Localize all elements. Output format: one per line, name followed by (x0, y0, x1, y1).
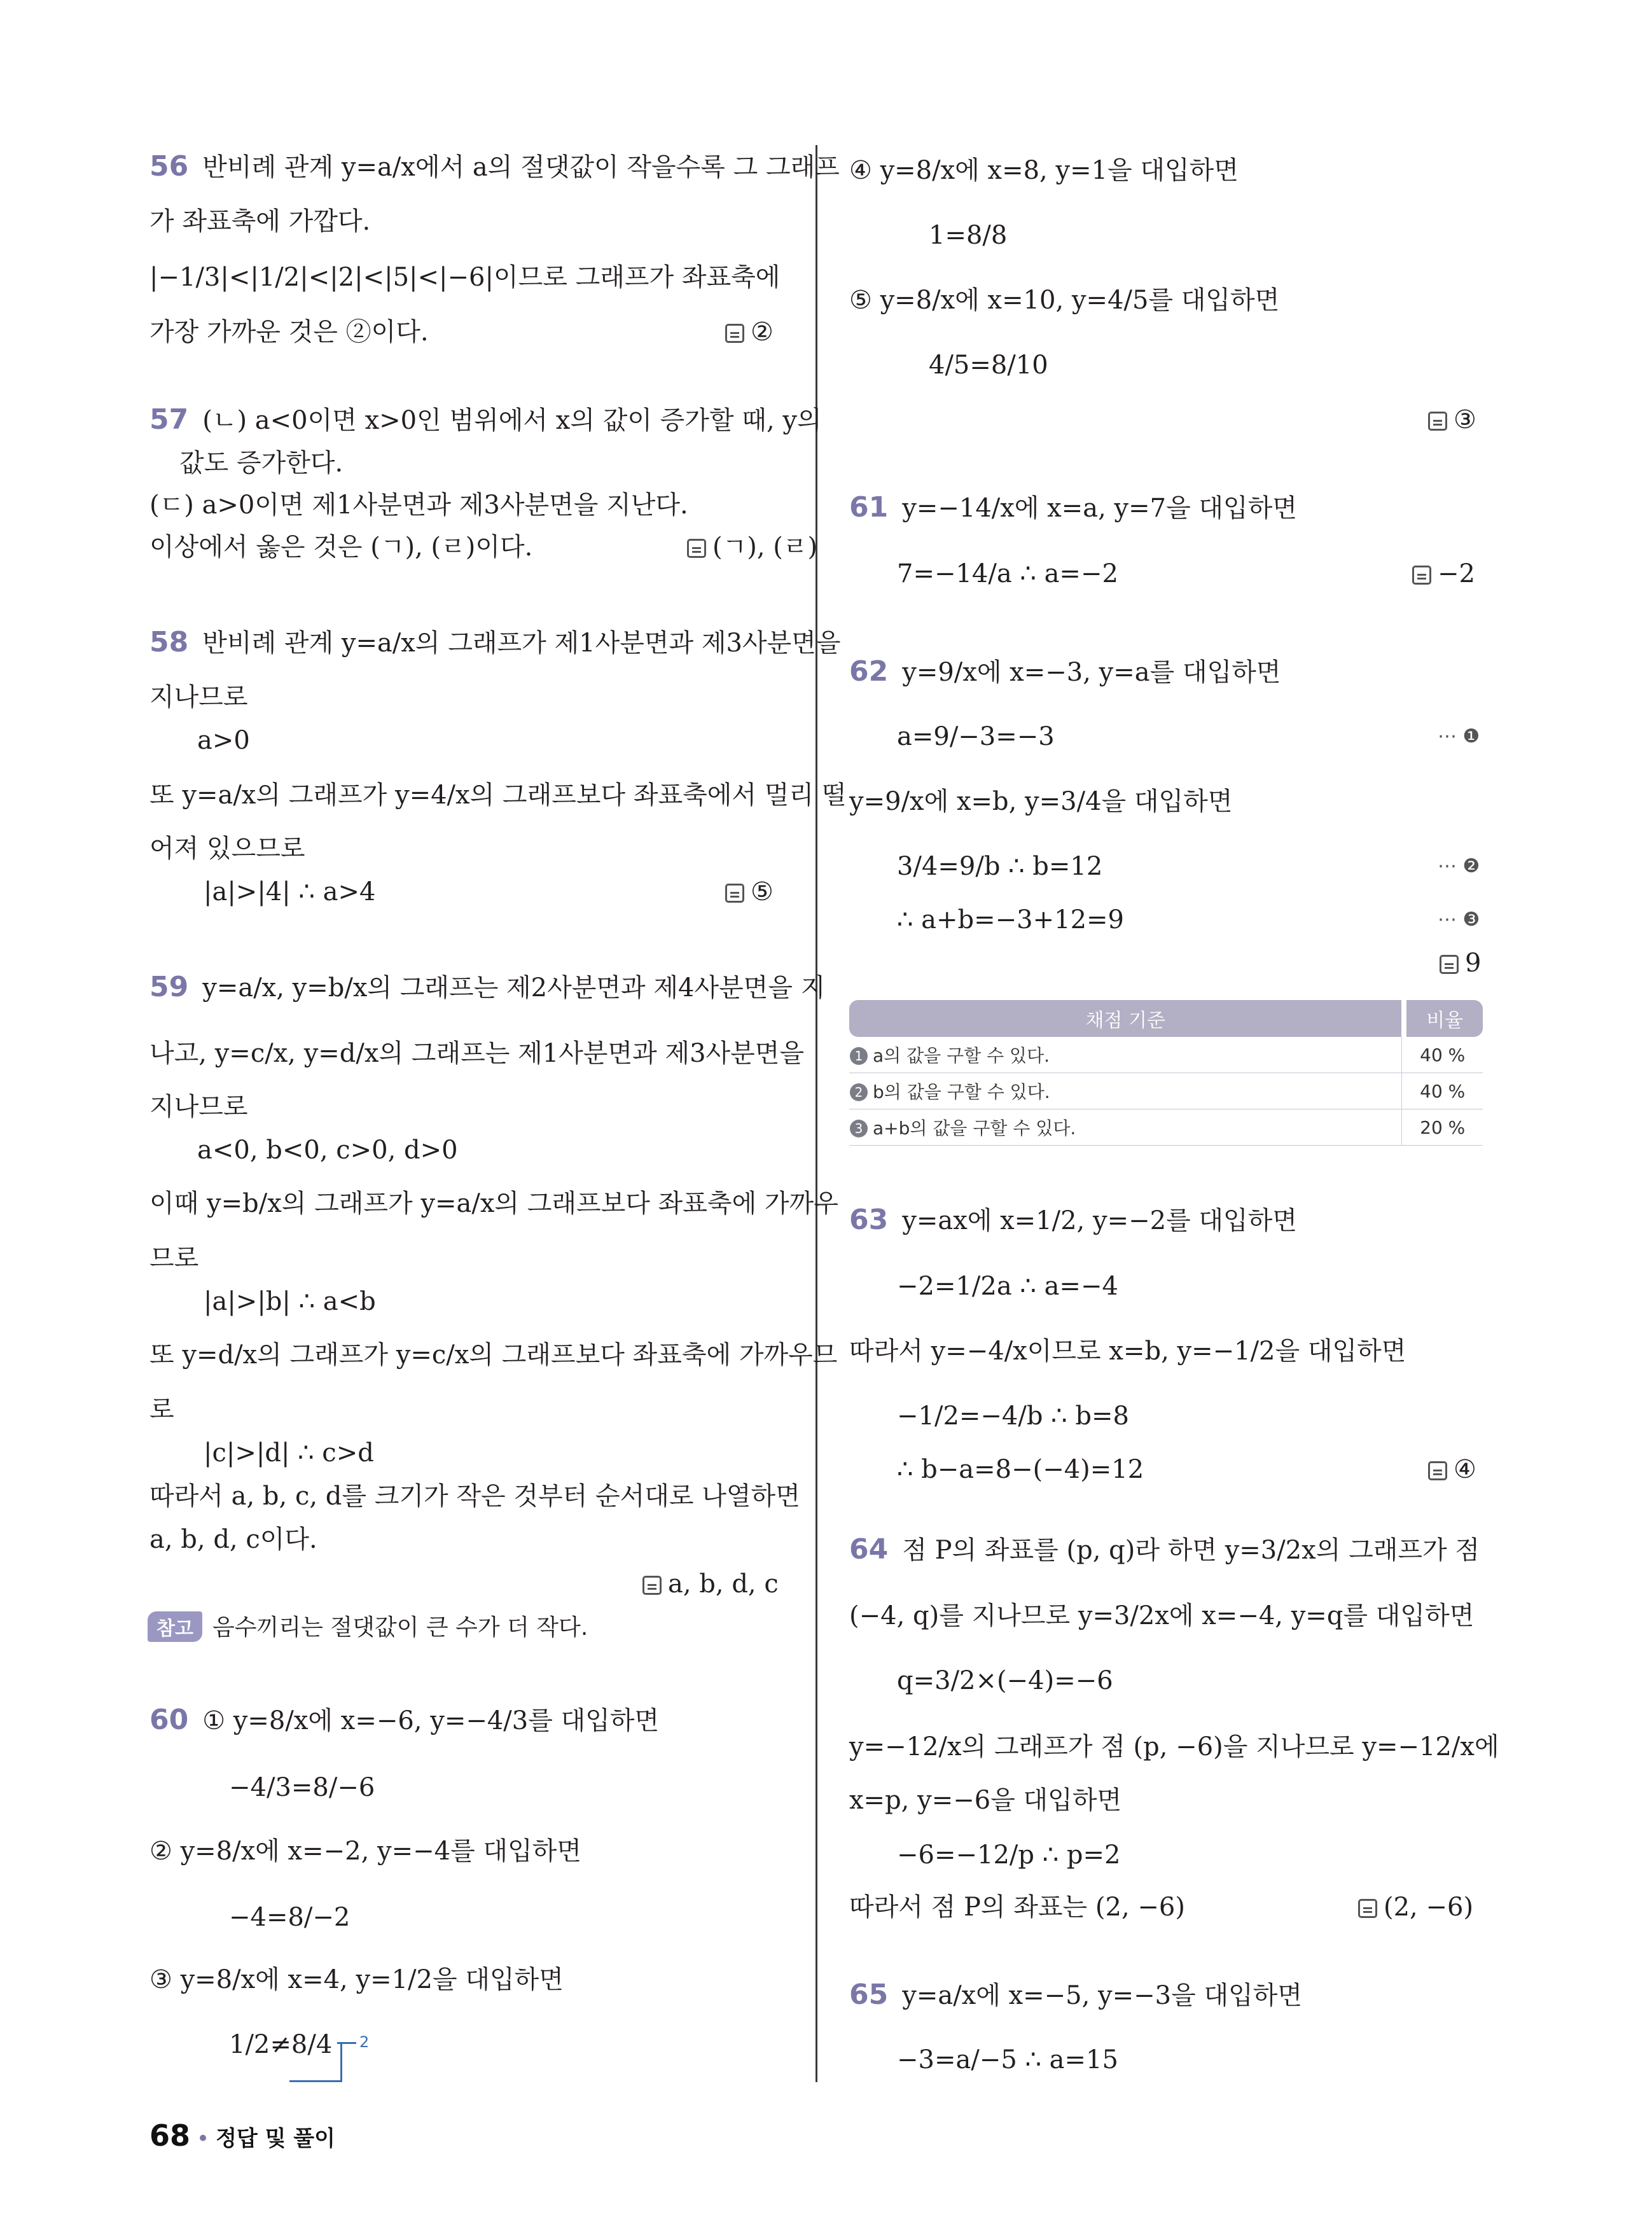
footer-label: 정답 및 풀이 (216, 2126, 335, 2151)
solution-line: 1=8/8 (929, 221, 1008, 250)
solution-line: 가장 가까운 것은 ②이다. (149, 317, 429, 347)
solution-line: x=p, y=−6을 대입하면 (849, 1786, 1122, 1815)
step-marker: ⋯ ❷ (1438, 855, 1480, 877)
ratio-cell: 40 % (1401, 1073, 1483, 1109)
answer-icon (1428, 1461, 1447, 1480)
answer-text: ⑤ (751, 877, 774, 907)
solution-line: 4/5=8/10 (929, 351, 1048, 380)
table-row (849, 1073, 1483, 1109)
problem-62 (849, 654, 1281, 690)
problem-61 (849, 490, 1297, 526)
problem-63 (849, 1202, 1297, 1239)
solution-line: y=−14/x에 x=a, y=7을 대입하면 (902, 494, 1297, 523)
solution-line: |a|>|b| ∴ a<b (204, 1287, 376, 1316)
solution-line: a, b, d, c이다. (149, 1525, 317, 1554)
answer-text: −2 (1438, 559, 1475, 588)
scoring-criteria-table (849, 1000, 1483, 1146)
criteria-cell (849, 1073, 1401, 1109)
ratio-header: 비율 (1401, 1000, 1483, 1037)
answer-text: ③ (1454, 405, 1476, 434)
answer-text: 9 (1465, 949, 1482, 978)
answer-63 (1428, 1452, 1476, 1487)
solution-line: 또 y=d/x의 그래프가 y=c/x의 그래프보다 좌표축에 가까우므 (149, 1340, 838, 1370)
solution-line: −4=8/−2 (229, 1903, 351, 1932)
problem-65 (849, 1977, 1302, 2013)
problem-number: 58 (149, 626, 189, 658)
table-row (849, 1109, 1483, 1146)
hand-mark (337, 2042, 356, 2044)
problem-64 (849, 1532, 1480, 1568)
solution-line: y=9/x에 x=−3, y=a를 대입하면 (902, 658, 1281, 687)
solution-line: 므로 (149, 1244, 199, 1273)
solution-line: y=a/x, y=b/x의 그래프는 제2사분면과 제4사분면을 지 (202, 973, 826, 1003)
solution-line: 반비례 관계 y=a/x의 그래프가 제1사분면과 제3사분면을 (202, 629, 841, 658)
solution-line: 따라서 점 P의 좌표는 (2, −6) (849, 1893, 1185, 1922)
answer-text: a, b, d, c (668, 1569, 779, 1599)
answer-text: (ㄱ), (ㄹ) (712, 532, 818, 562)
problem-number: 61 (849, 491, 889, 524)
solution-line: 7=−14/a ∴ a=−2 (897, 559, 1118, 588)
step-marker: ⋯ ❶ (1438, 725, 1480, 747)
problem-56 (149, 149, 840, 185)
solution-line: 점 P의 좌표를 (p, q)라 하면 y=3/2x의 그래프가 점 (902, 1536, 1480, 1565)
solution-line: 이상에서 옳은 것은 (ㄱ), (ㄹ)이다. (149, 532, 533, 562)
footer-dot: • (197, 2126, 210, 2151)
answer-56 (725, 314, 774, 350)
solution-line: 지나므로 (149, 683, 248, 712)
solution-line: 3/4=9/b ∴ b=12 (897, 852, 1103, 881)
solution-line: 따라서 y=−4/x이므로 x=b, y=−1/2을 대입하면 (849, 1337, 1406, 1366)
answer-64 (1358, 1889, 1473, 1925)
problem-number: 60 (149, 1704, 189, 1736)
solution-line: 가 좌표축에 가깝다. (149, 207, 371, 236)
solution-line: ∴ b−a=8−(−4)=12 (897, 1455, 1144, 1484)
criteria-cell (849, 1037, 1401, 1073)
solution-line: q=3/2×(−4)=−6 (897, 1666, 1113, 1695)
solution-line: ③ y=8/x에 x=4, y=1/2을 대입하면 (149, 1965, 564, 1994)
solution-line: −4/3=8/−6 (229, 1773, 375, 1802)
answer-text: (2, −6) (1384, 1893, 1474, 1922)
solution-line: 따라서 a, b, c, d를 크기가 작은 것부터 순서대로 나열하면 (149, 1482, 800, 1511)
criteria-header: 채점 기준 (849, 1000, 1401, 1037)
problem-58 (149, 625, 841, 661)
mark-digit: 2 (359, 2033, 370, 2051)
solution-line: y=a/x에 x=−5, y=−3을 대입하면 (902, 1981, 1303, 2010)
solution-line: −3=a/−5 ∴ a=15 (897, 2045, 1118, 2075)
problem-59 (149, 970, 825, 1006)
answer-icon (687, 539, 706, 558)
answer-text: ② (751, 317, 774, 347)
solution-line: ④ y=8/x에 x=8, y=1을 대입하면 (849, 156, 1239, 185)
answer-icon (1412, 566, 1431, 585)
note-tag: 참고 (148, 1611, 202, 1642)
solution-line: 1/2≠8/4 (229, 2030, 333, 2059)
answer-icon (725, 324, 744, 343)
page-number: 68 (149, 2118, 191, 2153)
answer-62 (1440, 945, 1481, 981)
answer-59 (642, 1566, 779, 1602)
solution-line: 로 (149, 1395, 174, 1424)
solution-line: 어져 있으므로 (149, 834, 305, 863)
answer-icon (1440, 955, 1459, 974)
solution-line: |c|>|d| ∴ c>d (204, 1438, 374, 1468)
answer-text: ④ (1454, 1455, 1476, 1484)
criteria-cell (849, 1109, 1401, 1146)
solution-line: ① y=8/x에 x=−6, y=−4/3를 대입하면 (202, 1706, 660, 1735)
problem-number: 56 (149, 150, 189, 183)
problem-57 (149, 402, 822, 438)
solution-line: |−1/3|<|1/2|<|2|<|5|<|−6|이므로 그래프가 좌표축에 (149, 263, 781, 292)
problem-number: 57 (149, 403, 189, 436)
solution-line: (ㄴ) a<0이면 x>0인 범위에서 x의 값이 증가할 때, y의 (202, 406, 822, 435)
solution-line: y=9/x에 x=b, y=3/4을 대입하면 (849, 787, 1233, 816)
solution-line: 나고, y=c/x, y=d/x의 그래프는 제1사분면과 제3사분면을 (149, 1039, 805, 1068)
step-bubble: 2 (850, 1083, 868, 1101)
answer-icon (725, 884, 744, 903)
ratio-cell: 20 % (1401, 1109, 1483, 1146)
solution-line: ⑤ y=8/x에 x=10, y=4/5를 대입하면 (849, 286, 1280, 315)
solution-line: 반비례 관계 y=a/x에서 a의 절댓값이 작을수록 그 그래프 (202, 153, 840, 182)
solution-line: |a|>|4| ∴ a>4 (204, 877, 376, 907)
criteria-text: a+b의 값을 구할 수 있다. (873, 1118, 1076, 1139)
answer-58 (725, 874, 774, 910)
problem-number: 64 (849, 1533, 889, 1566)
step-bubble: 1 (850, 1047, 868, 1065)
solution-line: y=ax에 x=1/2, y=−2를 대입하면 (902, 1206, 1297, 1235)
problem-number: 65 (849, 1978, 889, 2011)
hand-mark (289, 2042, 342, 2082)
answer-icon (1358, 1899, 1377, 1918)
solution-line: (−4, q)를 지나므로 y=3/2x에 x=−4, y=q를 대입하면 (849, 1601, 1475, 1630)
solution-line: 이때 y=b/x의 그래프가 y=a/x의 그래프보다 좌표축에 가까우 (149, 1189, 838, 1218)
problem-number: 62 (849, 655, 889, 688)
step-marker: ⋯ ❸ (1438, 908, 1480, 931)
ratio-cell: 40 % (1401, 1037, 1483, 1073)
answer-60 (1428, 402, 1476, 438)
solution-line: −2=1/2a ∴ a=−4 (897, 1272, 1118, 1301)
solution-line: ∴ a+b=−3+12=9 (897, 905, 1124, 935)
solution-line: ② y=8/x에 x=−2, y=−4를 대입하면 (149, 1837, 581, 1866)
solution-line: 값도 증가한다. (179, 448, 344, 478)
answer-57 (687, 529, 817, 565)
table-row (849, 1037, 1483, 1073)
answer-icon (1428, 412, 1447, 431)
solution-line: 지나므로 (149, 1092, 248, 1122)
footer (149, 2118, 335, 2153)
solution-line: −6=−12/p ∴ p=2 (897, 1840, 1121, 1870)
problem-60 (149, 1702, 659, 1739)
solution-line: y=−12/x의 그래프가 점 (p, −6)을 지나므로 y=−12/x에 (849, 1732, 1499, 1762)
solution-line: (ㄷ) a>0이면 제1사분면과 제3사분면을 지난다. (149, 490, 688, 520)
note (148, 1609, 588, 1642)
solution-line: a>0 (197, 726, 250, 755)
criteria-text: b의 값을 구할 수 있다. (873, 1081, 1050, 1102)
problem-number: 63 (849, 1204, 889, 1236)
solution-line: 또 y=a/x의 그래프가 y=4/x의 그래프보다 좌표축에서 멀리 떨 (149, 781, 847, 810)
solution-line: −1/2=−4/b ∴ b=8 (897, 1401, 1129, 1431)
answer-61 (1412, 556, 1475, 592)
problem-number: 59 (149, 971, 189, 1003)
note-text: 음수끼리는 절댓값이 큰 수가 더 작다. (212, 1615, 588, 1641)
solution-line: a<0, b<0, c>0, d>0 (197, 1136, 458, 1165)
criteria-text: a의 값을 구할 수 있다. (873, 1045, 1050, 1066)
answer-icon (642, 1576, 662, 1595)
solution-line: a=9/−3=−3 (897, 722, 1055, 751)
step-bubble: 3 (850, 1120, 868, 1137)
